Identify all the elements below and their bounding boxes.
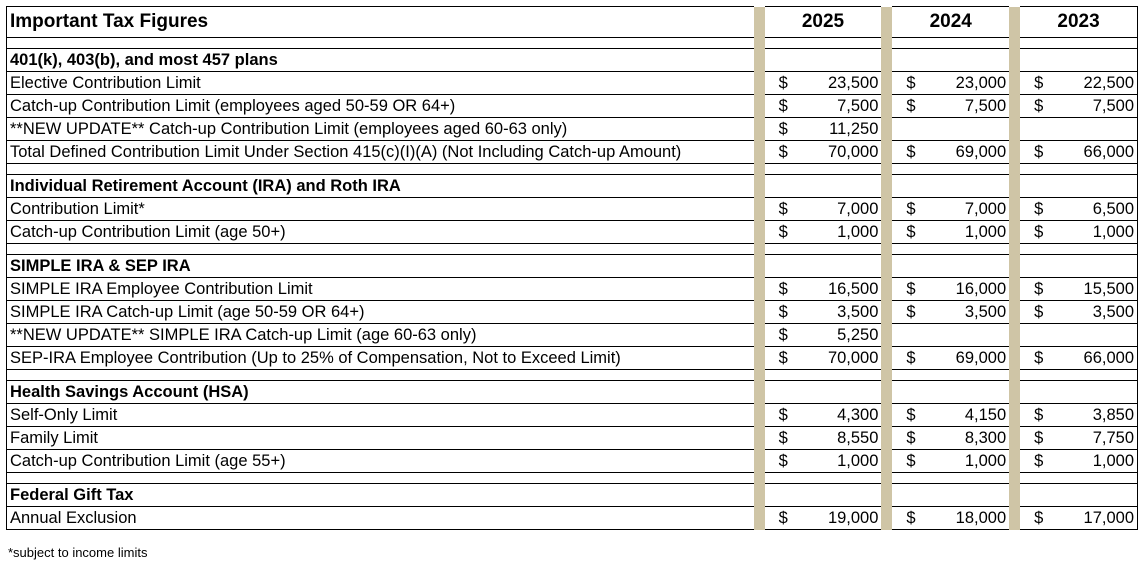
amount-cell: 6,500: [1058, 198, 1138, 221]
column-separator: [1009, 72, 1020, 95]
amount-cell: 3,850: [1058, 404, 1138, 427]
spacer-row: [7, 370, 1138, 381]
row-label: Catch-up Contribution Limit (employees aged 50-59 OR 64+): [7, 95, 754, 118]
amount-cell: 16,500: [803, 278, 882, 301]
header-row: [7, 7, 1138, 38]
table-row: [7, 198, 1138, 221]
tax-figures-table-body: [7, 7, 1138, 530]
currency-symbol: [765, 49, 803, 72]
table-row: [7, 450, 1138, 473]
currency-symbol: [1020, 370, 1058, 381]
section-title: Health Savings Account (HSA): [7, 381, 754, 404]
amount-cell: 11,250: [803, 118, 882, 141]
column-separator: [881, 301, 892, 324]
table-row: [7, 72, 1138, 95]
amount-cell: 7,750: [1058, 427, 1138, 450]
amount-cell: 1,000: [803, 221, 882, 244]
column-separator: [754, 49, 765, 72]
currency-symbol: $: [1020, 72, 1058, 95]
column-separator: [881, 381, 892, 404]
amount-cell: [803, 164, 882, 175]
row-label: Contribution Limit*: [7, 198, 754, 221]
amount-cell: 19,000: [803, 507, 882, 530]
column-separator: [754, 72, 765, 95]
currency-symbol: $: [765, 278, 803, 301]
currency-symbol: [892, 484, 930, 507]
column-separator: [754, 164, 765, 175]
column-separator: [881, 347, 892, 370]
row-label: **NEW UPDATE** Catch-up Contribution Limit (employees aged 60-63 only): [7, 118, 754, 141]
currency-symbol: $: [1020, 404, 1058, 427]
column-separator: [754, 198, 765, 221]
column-separator: [1009, 198, 1020, 221]
column-separator: [1009, 404, 1020, 427]
row-label: SEP-IRA Employee Contribution (Up to 25% of Compensation, Not to Exceed Limit): [7, 347, 754, 370]
table-row: [7, 95, 1138, 118]
amount-cell: 3,500: [803, 301, 882, 324]
currency-symbol: $: [892, 95, 930, 118]
currency-symbol: $: [1020, 347, 1058, 370]
currency-symbol: $: [1020, 95, 1058, 118]
column-separator: [1009, 141, 1020, 164]
currency-symbol: $: [1020, 141, 1058, 164]
column-separator: [881, 95, 892, 118]
amount-cell: 23,500: [803, 72, 882, 95]
column-separator: [1009, 49, 1020, 72]
section-title: SIMPLE IRA & SEP IRA: [7, 255, 754, 278]
column-separator: [881, 7, 892, 38]
column-separator: [754, 347, 765, 370]
currency-symbol: $: [765, 141, 803, 164]
row-label: **NEW UPDATE** SIMPLE IRA Catch-up Limit (age 60-63 only): [7, 324, 754, 347]
currency-symbol: [892, 49, 930, 72]
spacer-row: [7, 164, 1138, 175]
column-separator: [754, 473, 765, 484]
amount-cell: [803, 473, 882, 484]
column-separator: [881, 484, 892, 507]
amount-cell: 66,000: [1058, 141, 1138, 164]
currency-symbol: $: [765, 72, 803, 95]
currency-symbol: $: [765, 450, 803, 473]
amount-cell: 22,500: [1058, 72, 1138, 95]
footnote: *subject to income limits: [8, 545, 148, 560]
column-separator: [1009, 324, 1020, 347]
table-row: [7, 427, 1138, 450]
currency-symbol: [892, 255, 930, 278]
column-separator: [881, 244, 892, 255]
section-header-row: [7, 484, 1138, 507]
table-row: [7, 118, 1138, 141]
amount-cell: [1058, 175, 1138, 198]
column-separator: [881, 118, 892, 141]
section-header-row: [7, 49, 1138, 72]
amount-cell: [930, 324, 1009, 347]
section-header-row: [7, 381, 1138, 404]
column-separator: [881, 198, 892, 221]
column-separator: [754, 324, 765, 347]
column-separator: [754, 427, 765, 450]
column-separator: [1009, 473, 1020, 484]
amount-cell: 16,000: [930, 278, 1009, 301]
spacer-row: [7, 38, 1138, 49]
column-separator: [1009, 7, 1020, 38]
currency-symbol: $: [1020, 450, 1058, 473]
column-separator: [754, 484, 765, 507]
amount-cell: [930, 484, 1009, 507]
column-separator: [754, 141, 765, 164]
column-separator: [881, 473, 892, 484]
table-row: [7, 301, 1138, 324]
spacer-cell: [7, 164, 754, 175]
column-separator: [881, 507, 892, 530]
column-separator: [881, 49, 892, 72]
currency-symbol: $: [892, 278, 930, 301]
table-row: [7, 278, 1138, 301]
amount-cell: 1,000: [1058, 450, 1138, 473]
table-row: [7, 404, 1138, 427]
currency-symbol: [892, 164, 930, 175]
currency-symbol: [765, 175, 803, 198]
currency-symbol: $: [765, 198, 803, 221]
table-row: [7, 347, 1138, 370]
currency-symbol: [1020, 381, 1058, 404]
amount-cell: [930, 381, 1009, 404]
amount-cell: 7,500: [930, 95, 1009, 118]
amount-cell: 1,000: [930, 450, 1009, 473]
currency-symbol: [892, 473, 930, 484]
amount-cell: [930, 370, 1009, 381]
column-separator: [881, 175, 892, 198]
column-separator: [754, 118, 765, 141]
currency-symbol: $: [765, 347, 803, 370]
currency-symbol: $: [765, 404, 803, 427]
currency-symbol: $: [765, 95, 803, 118]
column-separator: [754, 7, 765, 38]
currency-symbol: [1020, 49, 1058, 72]
table-row: [7, 221, 1138, 244]
amount-cell: 7,000: [930, 198, 1009, 221]
column-separator: [754, 450, 765, 473]
column-separator: [881, 278, 892, 301]
column-separator: [754, 370, 765, 381]
row-label: SIMPLE IRA Employee Contribution Limit: [7, 278, 754, 301]
column-separator: [1009, 175, 1020, 198]
year-header-2025: 2025: [765, 7, 882, 38]
column-separator: [881, 221, 892, 244]
amount-cell: [803, 244, 882, 255]
currency-symbol: [892, 381, 930, 404]
currency-symbol: [765, 38, 803, 49]
column-separator: [1009, 370, 1020, 381]
column-separator: [881, 164, 892, 175]
amount-cell: 15,500: [1058, 278, 1138, 301]
currency-symbol: [765, 370, 803, 381]
currency-symbol: $: [892, 301, 930, 324]
column-separator: [754, 381, 765, 404]
currency-symbol: [1020, 473, 1058, 484]
column-separator: [881, 38, 892, 49]
amount-cell: [1058, 324, 1138, 347]
column-separator: [1009, 278, 1020, 301]
amount-cell: 66,000: [1058, 347, 1138, 370]
currency-symbol: $: [892, 347, 930, 370]
currency-symbol: [892, 370, 930, 381]
currency-symbol: $: [765, 301, 803, 324]
row-label: Annual Exclusion: [7, 507, 754, 530]
amount-cell: [1058, 244, 1138, 255]
currency-symbol: $: [765, 427, 803, 450]
amount-cell: 7,500: [803, 95, 882, 118]
currency-symbol: $: [892, 221, 930, 244]
section-header-row: [7, 255, 1138, 278]
column-separator: [754, 175, 765, 198]
currency-symbol: $: [765, 221, 803, 244]
amount-cell: [930, 49, 1009, 72]
amount-cell: 1,000: [930, 221, 1009, 244]
currency-symbol: $: [1020, 507, 1058, 530]
currency-symbol: $: [1020, 278, 1058, 301]
row-label: Catch-up Contribution Limit (age 55+): [7, 450, 754, 473]
column-separator: [754, 221, 765, 244]
column-separator: [1009, 255, 1020, 278]
amount-cell: [803, 370, 882, 381]
amount-cell: [1058, 49, 1138, 72]
column-separator: [1009, 244, 1020, 255]
column-separator: [1009, 450, 1020, 473]
currency-symbol: [892, 244, 930, 255]
currency-symbol: [1020, 118, 1058, 141]
amount-cell: [930, 164, 1009, 175]
year-header-2024: 2024: [892, 7, 1009, 38]
amount-cell: 1,000: [803, 450, 882, 473]
amount-cell: [1058, 164, 1138, 175]
column-separator: [1009, 347, 1020, 370]
amount-cell: [930, 38, 1009, 49]
column-separator: [1009, 38, 1020, 49]
column-separator: [881, 450, 892, 473]
spacer-cell: [7, 370, 754, 381]
currency-symbol: $: [765, 118, 803, 141]
currency-symbol: [765, 473, 803, 484]
currency-symbol: [765, 484, 803, 507]
currency-symbol: $: [892, 507, 930, 530]
currency-symbol: $: [1020, 221, 1058, 244]
amount-cell: [1058, 370, 1138, 381]
column-separator: [1009, 301, 1020, 324]
section-title: Individual Retirement Account (IRA) and Roth IRA: [7, 175, 754, 198]
currency-symbol: [1020, 324, 1058, 347]
tax-figures-sheet: [6, 6, 1138, 530]
column-separator: [1009, 427, 1020, 450]
column-separator: [1009, 95, 1020, 118]
year-header-2023: 2023: [1020, 7, 1137, 38]
amount-cell: 7,000: [803, 198, 882, 221]
amount-cell: 23,000: [930, 72, 1009, 95]
row-label: SIMPLE IRA Catch-up Limit (age 50-59 OR 64+): [7, 301, 754, 324]
column-separator: [881, 255, 892, 278]
column-separator: [881, 404, 892, 427]
column-separator: [1009, 381, 1020, 404]
currency-symbol: $: [765, 324, 803, 347]
column-separator: [881, 324, 892, 347]
amount-cell: 3,500: [1058, 301, 1138, 324]
amount-cell: [1058, 473, 1138, 484]
currency-symbol: [892, 38, 930, 49]
currency-symbol: $: [1020, 427, 1058, 450]
spacer-row: [7, 244, 1138, 255]
currency-symbol: $: [892, 427, 930, 450]
amount-cell: [1058, 381, 1138, 404]
amount-cell: 3,500: [930, 301, 1009, 324]
currency-symbol: [765, 164, 803, 175]
column-separator: [881, 72, 892, 95]
currency-symbol: $: [892, 198, 930, 221]
tax-figures-table: [6, 6, 1138, 530]
column-separator: [754, 507, 765, 530]
amount-cell: 69,000: [930, 347, 1009, 370]
amount-cell: 69,000: [930, 141, 1009, 164]
currency-symbol: [1020, 255, 1058, 278]
column-separator: [754, 278, 765, 301]
currency-symbol: [1020, 484, 1058, 507]
currency-symbol: $: [892, 72, 930, 95]
column-separator: [754, 95, 765, 118]
currency-symbol: [892, 324, 930, 347]
row-label: Elective Contribution Limit: [7, 72, 754, 95]
amount-cell: 4,150: [930, 404, 1009, 427]
currency-symbol: [1020, 175, 1058, 198]
spacer-cell: [7, 473, 754, 484]
currency-symbol: $: [765, 507, 803, 530]
amount-cell: 70,000: [803, 347, 882, 370]
row-label: Family Limit: [7, 427, 754, 450]
amount-cell: [803, 175, 882, 198]
amount-cell: 17,000: [1058, 507, 1138, 530]
currency-symbol: $: [892, 404, 930, 427]
currency-symbol: $: [892, 450, 930, 473]
table-row: [7, 141, 1138, 164]
table-row: [7, 507, 1138, 530]
amount-cell: [803, 49, 882, 72]
spacer-row: [7, 473, 1138, 484]
amount-cell: [1058, 38, 1138, 49]
row-label: Self-Only Limit: [7, 404, 754, 427]
currency-symbol: $: [1020, 301, 1058, 324]
amount-cell: [930, 244, 1009, 255]
currency-symbol: $: [892, 141, 930, 164]
row-label: Total Defined Contribution Limit Under Section 415(c)(I)(A) (Not Including Catch-up Amount): [7, 141, 754, 164]
column-separator: [881, 141, 892, 164]
table-row: [7, 324, 1138, 347]
currency-symbol: [1020, 164, 1058, 175]
amount-cell: [803, 381, 882, 404]
table-title: Important Tax Figures: [7, 7, 754, 38]
amount-cell: [1058, 118, 1138, 141]
column-separator: [1009, 164, 1020, 175]
amount-cell: [803, 484, 882, 507]
amount-cell: 7,500: [1058, 95, 1138, 118]
column-separator: [1009, 484, 1020, 507]
amount-cell: [930, 255, 1009, 278]
spacer-cell: [7, 38, 754, 49]
currency-symbol: [892, 118, 930, 141]
section-header-row: [7, 175, 1138, 198]
amount-cell: 18,000: [930, 507, 1009, 530]
column-separator: [754, 301, 765, 324]
amount-cell: 5,250: [803, 324, 882, 347]
row-label: Catch-up Contribution Limit (age 50+): [7, 221, 754, 244]
amount-cell: 1,000: [1058, 221, 1138, 244]
column-separator: [754, 255, 765, 278]
amount-cell: 70,000: [803, 141, 882, 164]
amount-cell: 8,300: [930, 427, 1009, 450]
currency-symbol: [1020, 38, 1058, 49]
column-separator: [754, 244, 765, 255]
column-separator: [881, 427, 892, 450]
currency-symbol: [765, 244, 803, 255]
currency-symbol: $: [1020, 198, 1058, 221]
amount-cell: [803, 38, 882, 49]
amount-cell: [1058, 484, 1138, 507]
amount-cell: [1058, 255, 1138, 278]
currency-symbol: [1020, 244, 1058, 255]
amount-cell: [930, 118, 1009, 141]
currency-symbol: [765, 381, 803, 404]
currency-symbol: [892, 175, 930, 198]
column-separator: [1009, 221, 1020, 244]
section-title: Federal Gift Tax: [7, 484, 754, 507]
column-separator: [1009, 118, 1020, 141]
amount-cell: [930, 175, 1009, 198]
column-separator: [754, 404, 765, 427]
currency-symbol: [765, 255, 803, 278]
amount-cell: 8,550: [803, 427, 882, 450]
spacer-cell: [7, 244, 754, 255]
section-title: 401(k), 403(b), and most 457 plans: [7, 49, 754, 72]
column-separator: [1009, 507, 1020, 530]
amount-cell: 4,300: [803, 404, 882, 427]
amount-cell: [803, 255, 882, 278]
column-separator: [754, 38, 765, 49]
column-separator: [881, 370, 892, 381]
amount-cell: [930, 473, 1009, 484]
